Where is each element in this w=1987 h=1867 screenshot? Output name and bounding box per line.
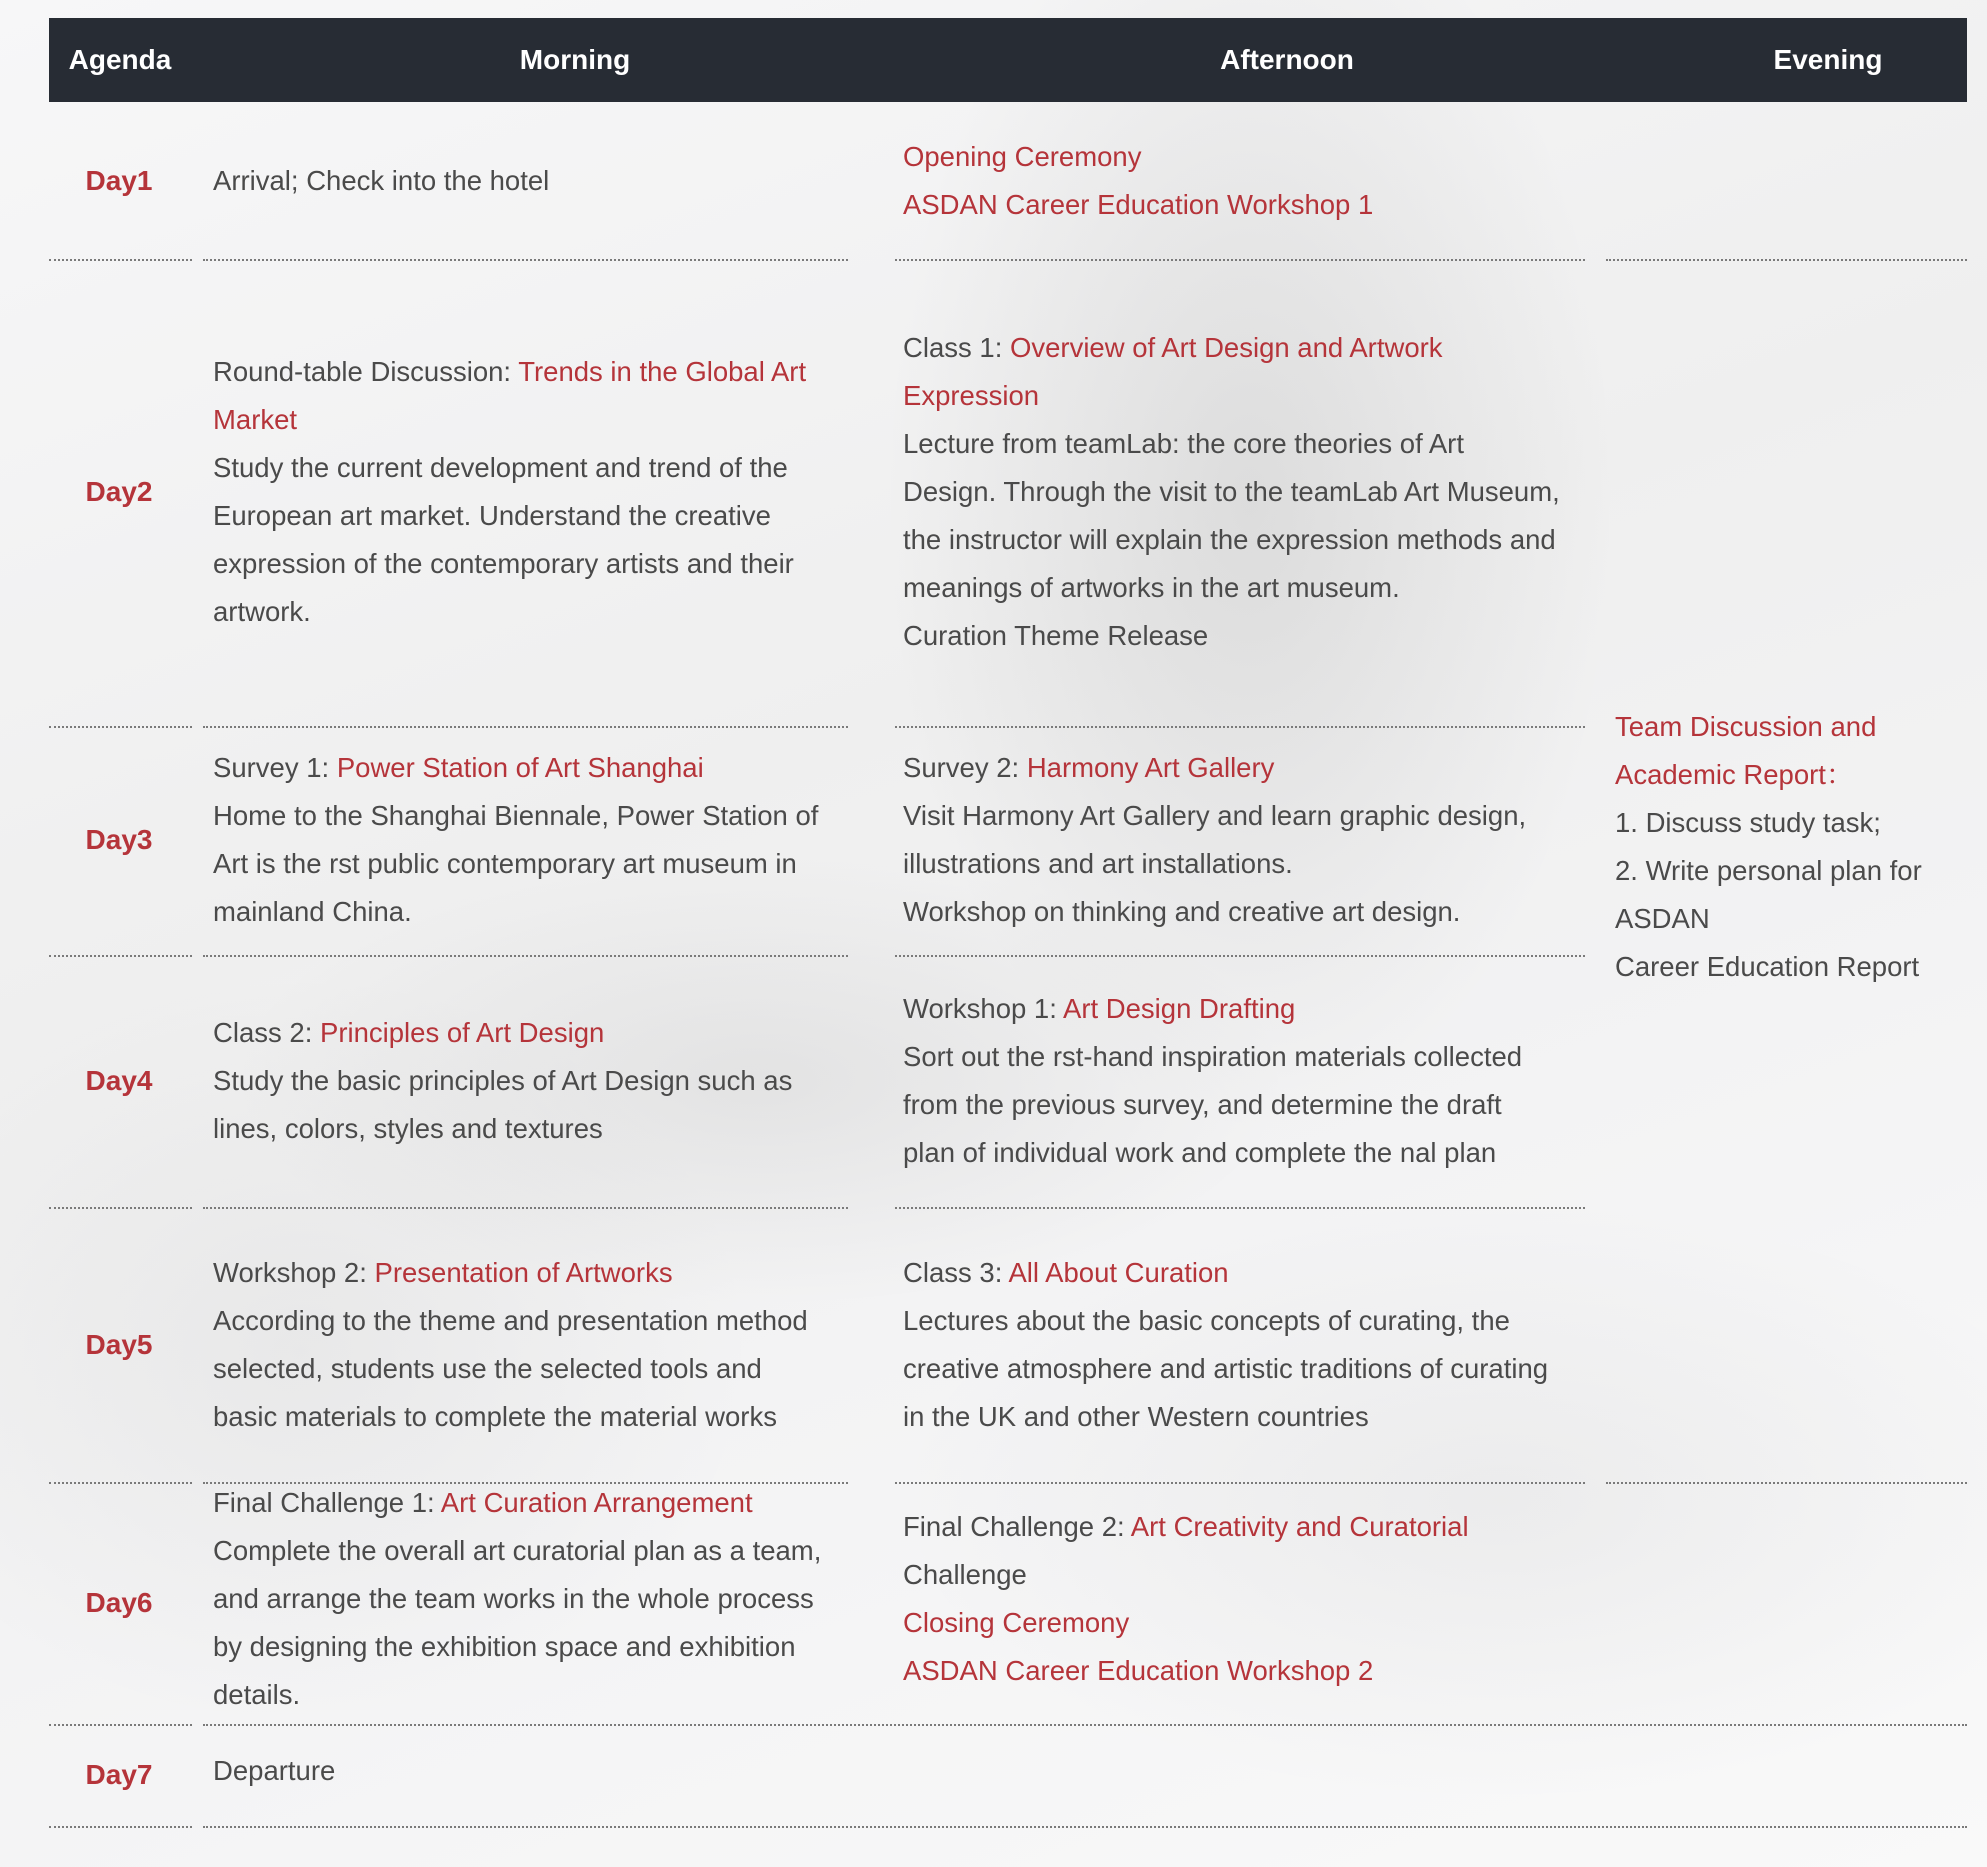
table-header <box>49 18 1967 102</box>
day4-afternoon-line: from the previous survey, and determine the draft <box>903 1089 1502 1120</box>
day-label-1: Day1 <box>85 165 153 196</box>
header-morning: Morning <box>519 44 631 75</box>
day2-morning-prefix: Round-table Discussion: <box>213 356 519 387</box>
day4-morning-line: Study the basic principles of Art Design such as <box>213 1065 793 1096</box>
day2-morning <box>213 348 806 636</box>
evening-colon: ： <box>1825 759 1854 790</box>
row-divider <box>203 955 848 957</box>
row-divider <box>49 1826 192 1828</box>
evening-cell <box>1615 703 1922 991</box>
day1-morning <box>213 157 549 205</box>
day6-morning-line: by designing the exhibition space and exhibition <box>213 1631 796 1662</box>
row-divider <box>895 1207 1585 1209</box>
day5-morning-line: According to the theme and presentation method <box>213 1305 808 1336</box>
row-divider <box>203 1724 1967 1726</box>
day5-afternoon-highlight: All About Curation <box>1008 1257 1229 1288</box>
day4-morning-highlight: Principles of Art Design <box>319 1017 605 1048</box>
day5-afternoon-prefix: Class 3: <box>903 1257 1009 1288</box>
day4-afternoon-line: Sort out the rst-hand inspiration materials collected <box>903 1041 1523 1072</box>
day3-morning-line: Home to the Shanghai Biennale, Power Station of <box>213 800 819 831</box>
day7-morning-text: Departure <box>213 1755 336 1786</box>
day2-afternoon-line: the instructor will explain the expression methods and <box>903 524 1556 555</box>
day3-morning <box>213 744 818 936</box>
day5-afternoon-line: Lectures about the basic concepts of curating, the <box>903 1305 1510 1336</box>
row-divider <box>203 1207 848 1209</box>
day5-morning-prefix: Workshop 2: <box>213 1257 375 1288</box>
row-divider <box>1606 259 1967 261</box>
day6-morning-line: and arrange the team works in the whole process <box>213 1583 814 1614</box>
day1-morning-text: Arrival; Check into the hotel <box>213 165 550 196</box>
day-label-5: Day5 <box>85 1329 153 1360</box>
day6-afternoon-prefix: Final Challenge 2: <box>903 1511 1131 1542</box>
day2-afternoon-highlight: Overview of Art Design and Artwork <box>1009 332 1443 363</box>
row-divider <box>49 259 192 261</box>
day-label-2: Day2 <box>85 476 153 507</box>
row-divider <box>203 259 848 261</box>
row-divider <box>1606 1482 1967 1484</box>
day6-afternoon-highlight-2: Closing Ceremony <box>903 1607 1130 1638</box>
day6-morning <box>213 1479 821 1719</box>
day2-morning-line: artwork. <box>213 596 311 627</box>
day-label-7: Day7 <box>85 1759 153 1790</box>
evening-highlight-cont: Academic Report <box>1615 759 1826 790</box>
row-divider <box>895 1482 1585 1484</box>
header-evening: Evening <box>1773 44 1883 75</box>
row-divider <box>203 1826 1967 1828</box>
day1-afternoon-highlight-1: Opening Ceremony <box>903 141 1142 172</box>
day4-morning-line: lines, colors, styles and textures <box>213 1113 603 1144</box>
day5-morning-line: basic materials to complete the material works <box>213 1401 777 1432</box>
day2-afternoon-line: Design. Through the visit to the teamLab Art Museum, <box>903 476 1560 507</box>
day4-morning <box>213 1009 792 1153</box>
day2-afternoon <box>903 324 1560 660</box>
day5-afternoon-line: creative atmosphere and artistic traditions of curating <box>903 1353 1549 1384</box>
evening-line: ASDAN <box>1615 903 1710 934</box>
day2-morning-line: European art market. Understand the creative <box>213 500 771 531</box>
day4-afternoon <box>903 985 1522 1177</box>
day3-morning-line: Art is the rst public contemporary art museum in <box>213 848 797 879</box>
day2-afternoon-highlight-cont: Expression <box>903 380 1040 411</box>
day3-morning-prefix: Survey 1: <box>213 752 337 783</box>
day5-afternoon <box>903 1249 1548 1441</box>
day2-morning-highlight-cont: Market <box>213 404 298 435</box>
day6-morning-prefix: Final Challenge 1: <box>213 1487 441 1518</box>
day2-afternoon-line: Lecture from teamLab: the core theories of Art <box>903 428 1464 459</box>
day3-afternoon-line: illustrations and art installations. <box>903 848 1293 879</box>
day5-afternoon-line: in the UK and other Western countries <box>903 1401 1369 1432</box>
day3-afternoon-highlight: Harmony Art Gallery <box>1026 752 1275 783</box>
day6-afternoon-highlight-3: ASDAN Career Education Workshop 2 <box>903 1655 1374 1686</box>
day2-afternoon-prefix: Class 1: <box>903 332 1010 363</box>
row-divider <box>203 1482 848 1484</box>
day2-morning-highlight: Trends in the Global Art <box>518 356 807 387</box>
day6-morning-highlight: Art Curation Arrangement <box>440 1487 753 1518</box>
row-divider <box>49 726 192 728</box>
evening-line: Career Education Report <box>1615 951 1920 982</box>
day6-morning-line: details. <box>213 1679 301 1710</box>
day6-afternoon <box>903 1503 1469 1695</box>
row-divider <box>49 1207 192 1209</box>
day5-morning-highlight: Presentation of Artworks <box>374 1257 673 1288</box>
day1-afternoon <box>903 133 1373 229</box>
header-agenda: Agenda <box>68 44 172 75</box>
day6-afternoon-highlight: Art Creativity and Curatorial <box>1130 1511 1469 1542</box>
row-divider <box>895 955 1585 957</box>
day3-morning-highlight: Power Station of Art Shanghai <box>336 752 704 783</box>
row-divider <box>203 726 848 728</box>
day2-afternoon-line: meanings of artworks in the art museum. <box>903 572 1400 603</box>
day2-afternoon-line: Curation Theme Release <box>903 620 1209 651</box>
day5-morning <box>213 1249 808 1441</box>
day6-afternoon-line: Challenge <box>903 1559 1027 1590</box>
row-divider <box>49 1724 192 1726</box>
day4-morning-prefix: Class 2: <box>213 1017 320 1048</box>
day3-afternoon-line: Visit Harmony Art Gallery and learn graphic design, <box>903 800 1527 831</box>
header-afternoon: Afternoon <box>1220 44 1354 75</box>
day3-afternoon-prefix: Survey 2: <box>903 752 1027 783</box>
row-divider <box>895 259 1585 261</box>
day1-afternoon-highlight-2: ASDAN Career Education Workshop 1 <box>903 189 1374 220</box>
day5-morning-line: selected, students use the selected tools and <box>213 1353 762 1384</box>
evening-line: 1. Discuss study task; <box>1615 807 1881 838</box>
row-divider <box>895 726 1585 728</box>
day-label-3: Day3 <box>85 824 153 855</box>
day6-morning-line: Complete the overall art curatorial plan as a team, <box>213 1535 822 1566</box>
day-label-6: Day6 <box>85 1587 153 1618</box>
day4-afternoon-highlight: Art Design Drafting <box>1063 993 1296 1024</box>
day4-afternoon-line: plan of individual work and complete the nal plan <box>903 1137 1497 1168</box>
day3-afternoon-line: Workshop on thinking and creative art design. <box>903 896 1461 927</box>
row-divider <box>49 955 192 957</box>
day-label-4: Day4 <box>85 1065 153 1096</box>
day4-afternoon-prefix: Workshop 1: <box>903 993 1063 1024</box>
day2-morning-line: Study the current development and trend of the <box>213 452 788 483</box>
day3-morning-line: mainland China. <box>213 896 412 927</box>
day3-afternoon <box>903 744 1526 936</box>
day2-morning-line: expression of the contemporary artists and their <box>213 548 794 579</box>
evening-line: 2. Write personal plan for <box>1615 855 1922 886</box>
day7-morning <box>213 1747 335 1795</box>
evening-highlight: Team Discussion and <box>1615 711 1877 742</box>
row-divider <box>49 1482 192 1484</box>
